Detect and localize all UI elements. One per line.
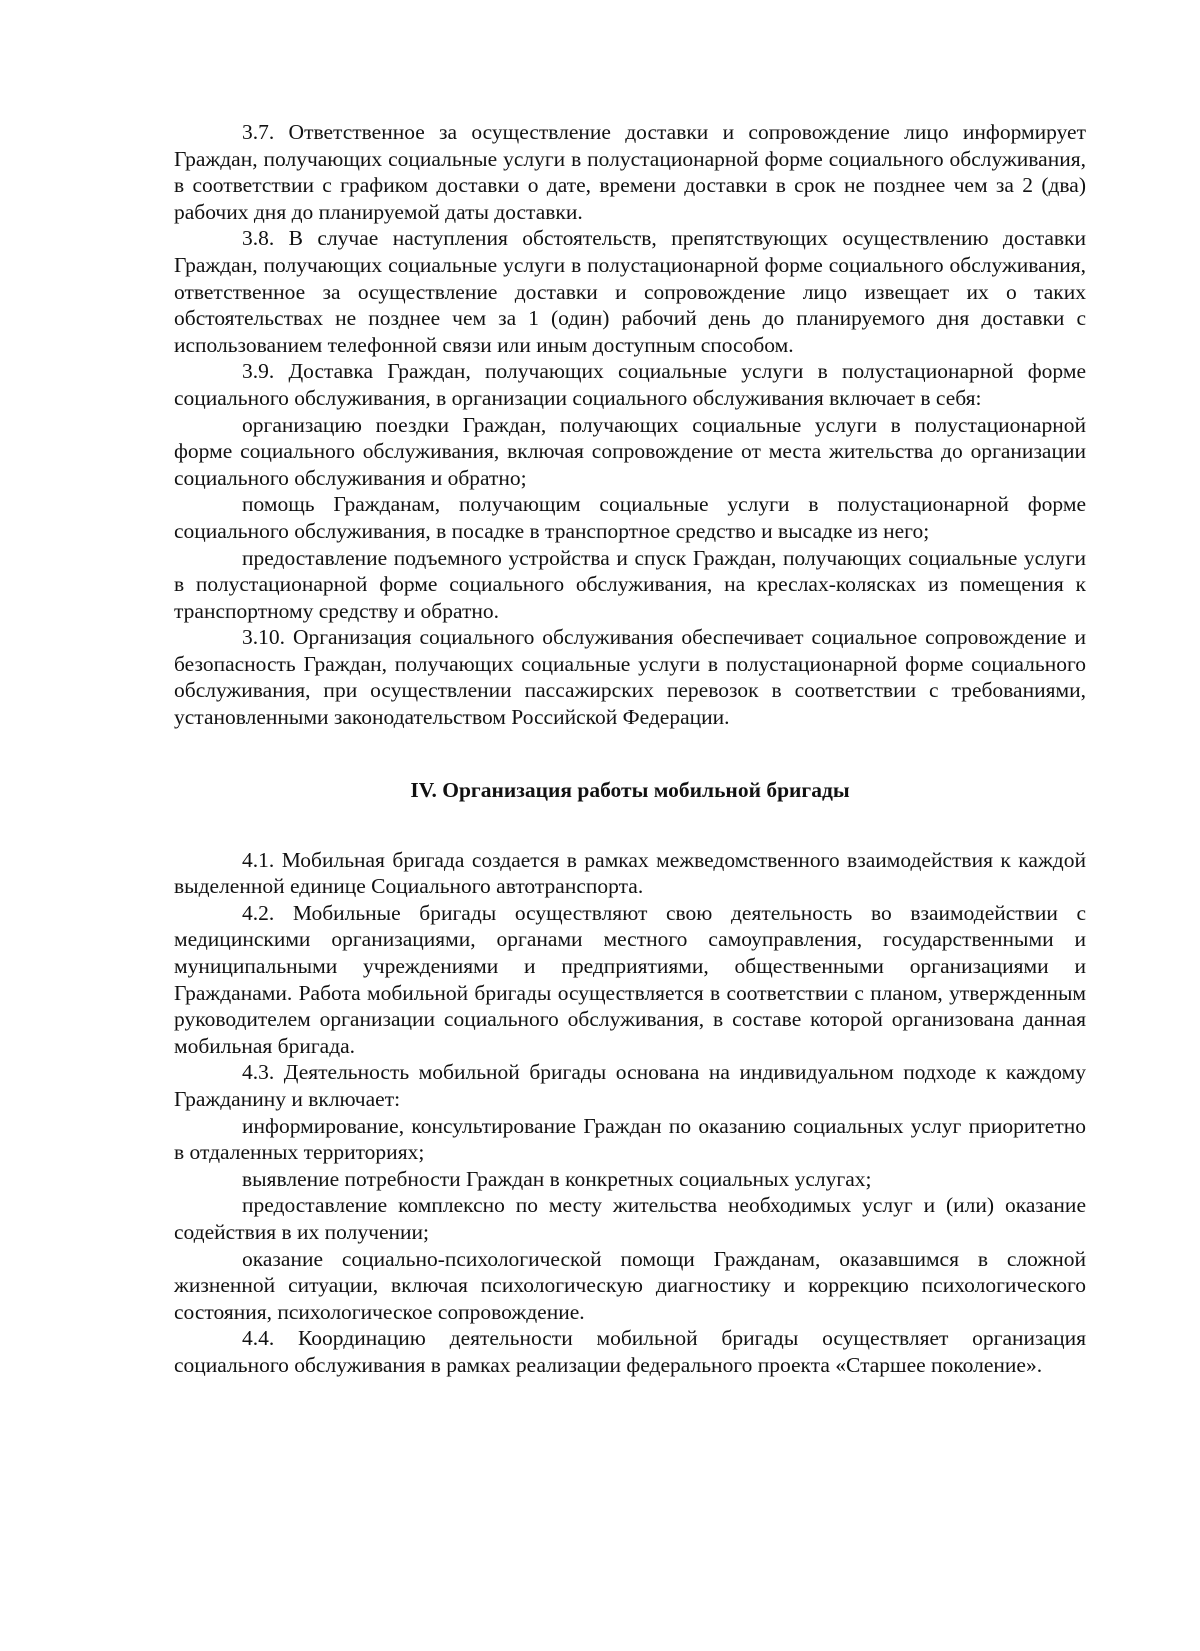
document-body bbox=[174, 119, 1086, 1379]
list-item-lift-device: предоставление подъемного устройства и спуск Граждан, получающих социальные услуги в полустационарной форме социального обслуживания, на креслах-колясках из помещения к транспортному средству и обратно. bbox=[174, 545, 1086, 623]
paragraph-4-3: 4.3. Деятельность мобильной бригады основана на индивидуальном подходе к каждому Гражданину и включает: bbox=[174, 1060, 1086, 1111]
paragraph-3-10: 3.10. Организация социального обслуживания обеспечивает социальное сопровождение и безопасность Граждан, получающих социальные услуги в полустационарной форме социального обслуживания, при осуществлении пассажирских перевозок в соответствии с требованиями, установленными законодательством Российской Федерации. bbox=[174, 625, 1086, 730]
list-item-needs-identification: выявление потребности Граждан в конкретных социальных услугах; bbox=[242, 1166, 872, 1191]
list-item-trip-organization: организацию поездки Граждан, получающих социальные услуги в полустационарной форме социального обслуживания, включая сопровождение от места жительства до организации социального обслуживания и обратно; bbox=[174, 412, 1086, 490]
paragraph-3-9: 3.9. Доставка Граждан, получающих социальные услуги в полустационарной форме социального обслуживания, в организации социального обслуживания включает в себя: bbox=[174, 359, 1086, 410]
paragraph-4-2: 4.2. Мобильные бригады осуществляют свою деятельность во взаимодействии с медицинскими организациями, органами местного самоуправления, государственными и муниципальными учреждениями и предприятиями, общественными организациями и Гражданами. Работа мобильной бригады осуществляется в соответствии с планом, утвержденным руководителем организации социального обслуживания, в составе которой организована данная мобильная бригада. bbox=[174, 900, 1086, 1058]
paragraph-4-4: 4.4. Координацию деятельности мобильной бригады осуществляет организация социального обслуживания в рамках реализации федерального проекта «Старшее поколение». bbox=[174, 1326, 1086, 1377]
section-heading: IV. Организация работы мобильной бригады bbox=[410, 777, 850, 802]
paragraph-3-8: 3.8. В случае наступления обстоятельств, препятствующих осуществлению доставки Граждан, получающих социальные услуги в полустационарной форме социального обслуживания, ответственное за осуществление доставки и сопровождение лицо извещает их о таких обстоятельствах не позднее чем за 1 (один) рабочий день до планируемого дня доставки с использованием телефонной связи или иным доступным способом. bbox=[174, 226, 1086, 357]
paragraph-4-1: 4.1. Мобильная бригада создается в рамках межведомственного взаимодействия к каждой выделенной единице Социального автотранспорта. bbox=[174, 847, 1086, 899]
list-item-boarding-help: помощь Гражданам, получающим социальные услуги в полустационарной форме социального обслуживания, в посадке в транспортное средство и высадке из него; bbox=[174, 492, 1086, 543]
paragraph-3-7: 3.7. Ответственное за осуществление доставки и сопровождение лицо информирует Граждан, получающих социальные услуги в полустационарной форме социального обслуживания, в соответствии с графиком доставки о дате, времени доставки в срок не позднее чем за 2 (два) рабочих дня до планируемой даты доставки. bbox=[174, 120, 1086, 224]
list-item-informing: информирование, консультирование Граждан по оказанию социальных услуг приоритетно в отдаленных территориях; bbox=[174, 1113, 1086, 1165]
list-item-psychological-help: оказание социально-психологической помощи Гражданам, оказавшимся в сложной жизненной ситуации, включая психологическую диагностику и коррекцию психологического состояния, психологическое сопровождение. bbox=[174, 1246, 1086, 1324]
list-item-services-provision: предоставление комплексно по месту жительства необходимых услуг и (или) оказание содействия в их получении; bbox=[174, 1193, 1086, 1244]
